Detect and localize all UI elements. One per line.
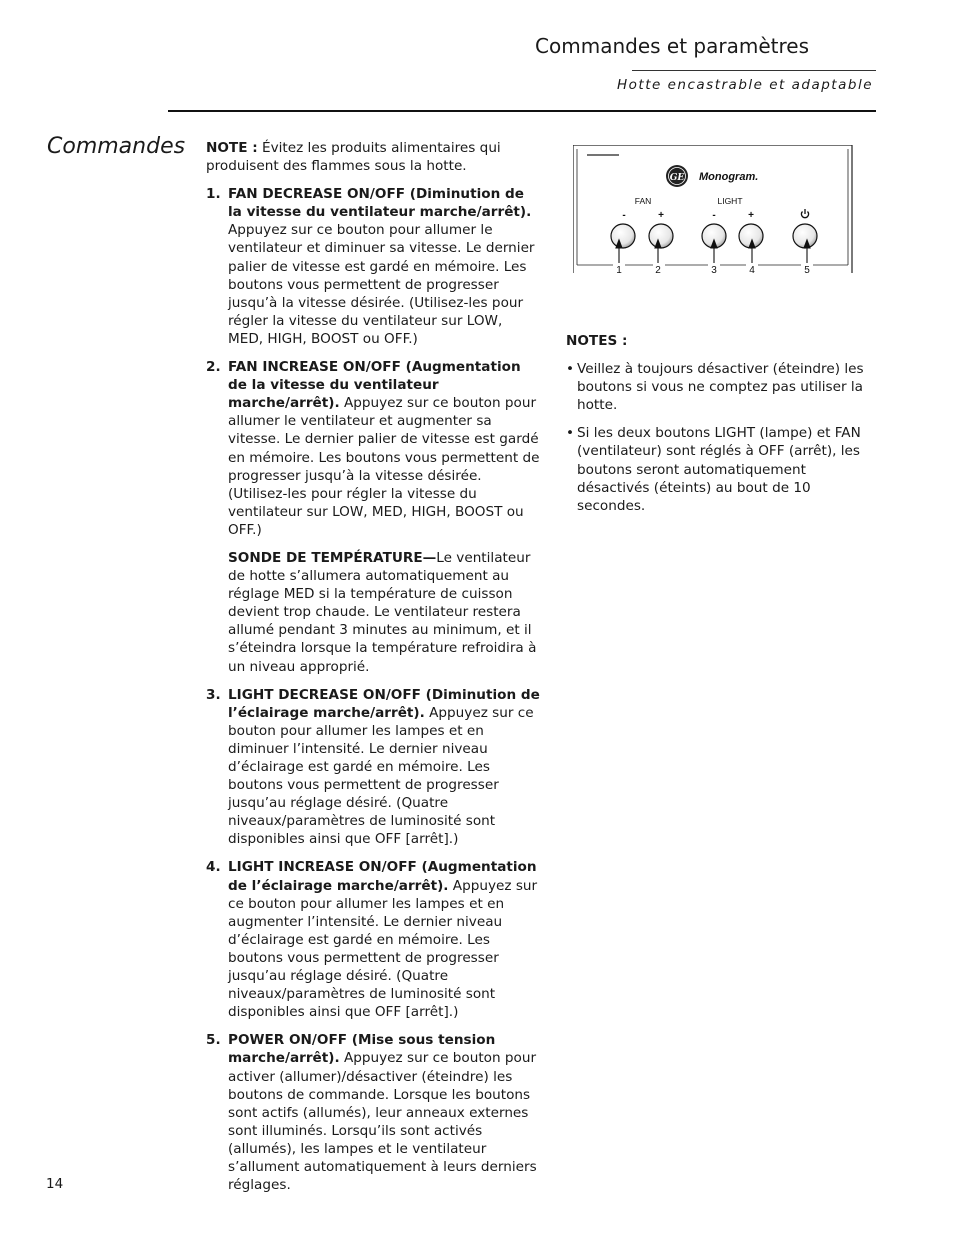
header-rule-top [632,70,876,71]
callout-number: 2 [655,265,661,275]
note-label: NOTE : [206,140,258,156]
bullet-icon: • [566,425,575,442]
brand-wordmark: Monogram. [699,171,759,183]
main-column [206,139,541,1204]
bullet-text: Veillez à toujours désactiver (éteindre) les boutons si vous ne comptez pas utiliser la hotte. [577,361,864,414]
light-plus-sign: + [748,210,754,221]
section-title: Commandes [47,134,186,159]
probe-text: Le ventilateur de hotte s’allumera automatiquement au réglage MED si la température de cuisson devient trop chaude. Le ventilateur restera allumé pendant 3 minutes au minimum, et il s’éteindra lorsque la température refroidira à un niveau approprié. [228,549,537,675]
header-rule-main [168,110,876,112]
temperature-probe-paragraph [206,549,541,676]
power-icon [801,209,808,218]
item-text: Appuyez sur ce bouton pour allumer le ventilateur et diminuer sa vitesse. Le dernier palier de vitesse est gardé en mémoire. Les boutons vous permettent de progresser jusqu’à la vitesse désirée. (Utilisez-les pour régler la vitesse du ventilateur sur LOW, MED, HIGH, BOOST ou OFF.) [228,222,535,347]
light-label: LIGHT [717,196,743,206]
item-heading: FAN DECREASE ON/OFF (Diminution de la vitesse du ventilateur marche/arrêt). [228,186,532,221]
item-heading: LIGHT DECREASE ON/OFF (Diminution de l’éclairage marche/arrêt). [228,686,540,721]
list-item [206,358,541,539]
item-text: Appuyez sur ce bouton pour allumer les lampes et en diminuer l’intensité. Le dernier niveau d’éclairage est gardé en mémoire. Les boutons vous permettent de progresser jusqu’au réglage désiré. (Quatre niveaux/paramètres de luminosité sont disponibles ainsi que OFF [arrêt].) [228,704,534,848]
item-text: Appuyez sur ce bouton pour allumer le ventilateur et augmenter sa vitesse. Le dernier palier de vitesse est gardé en mémoire. Les boutons vous permettent de progresser jusqu’à la vitesse désirée. (Utilisez-les pour régler la vitesse du ventilateur sur LOW, MED, HIGH, BOOST ou OFF.) [228,395,540,538]
list-item [566,424,870,514]
item-heading: FAN INCREASE ON/OFF (Augmentation de la vitesse du ventilateur marche/arrêt). [228,359,521,412]
list-item [566,360,870,414]
svg-text:GE: GE [669,173,685,183]
fan-plus-sign: + [658,210,664,221]
notes-heading: NOTES : [566,333,628,349]
bullet-text: Si les deux boutons LIGHT (lampe) et FAN (ventilateur) sont réglés à OFF (arrêt), les boutons seront automatiquement désactivés (éteints) au bout de 10 secondes. [577,425,861,514]
notes-box [566,332,870,525]
fan-minus-sign: - [622,210,626,221]
header-title: Commandes et paramètres [535,34,809,58]
item-number: 3. [206,686,221,703]
callout-number: 4 [749,265,755,275]
callout-arrows [616,240,810,263]
control-panel-diagram [573,145,854,275]
item-number: 2. [206,359,221,376]
item-number: 5. [206,1032,221,1049]
header-subtitle: Hotte encastrable et adaptable [617,77,873,93]
callout-number: 5 [804,265,810,275]
list-item [206,185,541,348]
item-heading: LIGHT INCREASE ON/OFF (Augmentation de l’éclairage marche/arrêt). [228,859,537,894]
item-text: Appuyez sur ce bouton pour allumer les lampes et en augmenter l’intensité. Le dernier niveau d’éclairage est gardé en mémoire. Les boutons vous permettent de progresser jusqu’au réglage désiré. (Quatre niveaux/paramètres de luminosité sont disponibles ainsi que OFF [arrêt].) [228,877,538,1021]
list-item [206,686,541,849]
fan-decrease-button[interactable] [611,224,635,248]
page-number: 14 [46,1176,64,1192]
list-item [206,858,541,1021]
probe-heading: SONDE DE TEMPÉRATURE— [228,549,437,566]
ge-logo [666,165,688,187]
fan-label: FAN [634,196,652,206]
item-heading: POWER ON/OFF (Mise sous tension marche/arrêt). [228,1032,496,1067]
light-minus-sign: - [712,210,716,221]
callout-number: 3 [711,265,717,275]
item-text: Appuyez sur ce bouton pour activer (allumer)/désactiver (éteindre) les boutons de commande. Lorsque les boutons sont actifs (allumés), leur anneaux externes sont illuminés. Lorsqu’ils sont activés (allumés), les lampes et le ventilateur s’allument automatiquement à leurs derniers réglages. [228,1050,537,1194]
item-number: 1. [206,186,221,203]
item-number: 4. [206,859,221,876]
list-item [206,1031,541,1194]
bullet-icon: • [566,361,575,378]
notes-title [566,332,870,350]
callout-number: 1 [616,265,622,275]
fan-increase-button[interactable] [649,224,673,248]
intro-note [206,139,541,175]
note-text: Évitez les produits alimentaires qui produisent des flammes sous la hotte. [206,140,501,175]
